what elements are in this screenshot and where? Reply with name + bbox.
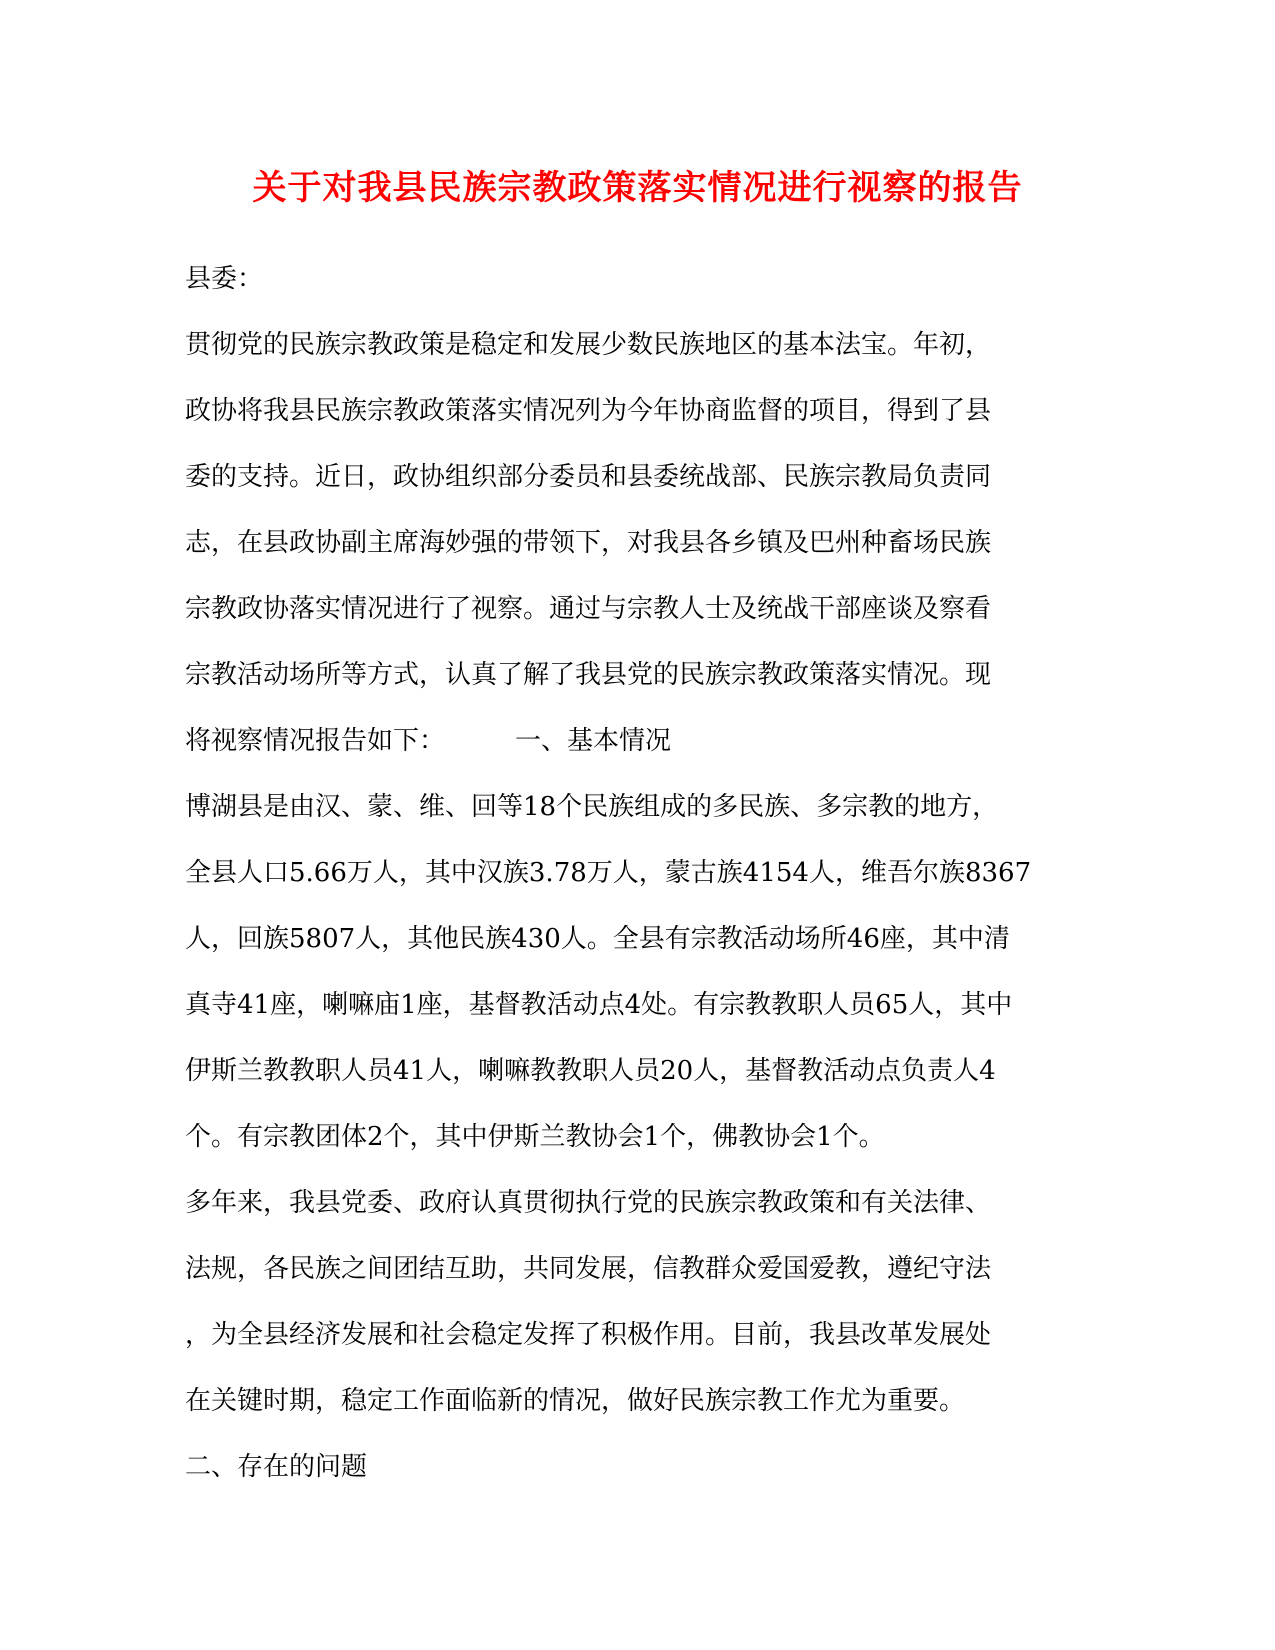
paragraph-line: 个。有宗教团体2个，其中伊斯兰教协会1个，佛教协会1个。 — [185, 1122, 885, 1152]
paragraph-line: 真寺41座，喇嘛庙1座，基督教活动点4处。有宗教教职人员65人，其中 — [185, 990, 1013, 1020]
paragraph-line: 全县人口5.66万人，其中汉族3.78万人，蒙古族4154人，维吾尔族8367 — [185, 858, 1032, 888]
paragraph-line: 政协将我县民族宗教政策落实情况列为今年协商监督的项目，得到了县 — [185, 396, 992, 426]
document-body — [185, 246, 1090, 1500]
paragraph-line: 伊斯兰教教职人员41人，喇嘛教教职人员20人，基督教活动点负责人4 — [185, 1056, 996, 1086]
paragraph-line-with-heading — [185, 708, 1090, 774]
section-heading-problems: 二、存在的问题 — [185, 1452, 368, 1482]
paragraph-line: 贯彻党的民族宗教政策是稳定和发展少数民族地区的基本法宝。年初， — [185, 330, 992, 360]
section-heading-basic: 一、基本情况 — [515, 726, 672, 756]
salutation: 县委： — [185, 264, 264, 294]
paragraph-line: 多年来，我县党委、政府认真贯彻执行党的民族宗教政策和有关法律、 — [185, 1188, 992, 1218]
paragraph-line: 志，在县政协副主席海妙强的带领下，对我县各乡镇及巴州种畜场民族 — [185, 528, 992, 558]
paragraph-line: 委的支持。近日，政协组织部分委员和县委统战部、民族宗教局负责同 — [185, 462, 992, 492]
document-title: 关于对我县民族宗教政策落实情况进行视察的报告 — [252, 168, 1023, 208]
paragraph-line: ，为全县经济发展和社会稳定发挥了积极作用。目前，我县改革发展处 — [185, 1320, 992, 1350]
paragraph-line: 宗教活动场所等方式，认真了解了我县党的民族宗教政策落实情况。现 — [185, 660, 992, 690]
paragraph-line: 宗教政协落实情况进行了视察。通过与宗教人士及统战干部座谈及察看 — [185, 594, 992, 624]
paragraph-line: 法规，各民族之间团结互助，共同发展，信教群众爱国爱教，遵纪守法 — [185, 1254, 992, 1284]
paragraph-line: 人，回族5807人，其他民族430人。全县有宗教活动场所46座，其中清 — [185, 924, 1010, 954]
paragraph-line: 将视察情况报告如下： — [185, 726, 446, 756]
paragraph-line: 博湖县是由汉、蒙、维、回等18个民族组成的多民族、多宗教的地方， — [185, 792, 999, 822]
paragraph-line: 在关键时期，稳定工作面临新的情况，做好民族宗教工作尤为重要。 — [185, 1386, 966, 1416]
